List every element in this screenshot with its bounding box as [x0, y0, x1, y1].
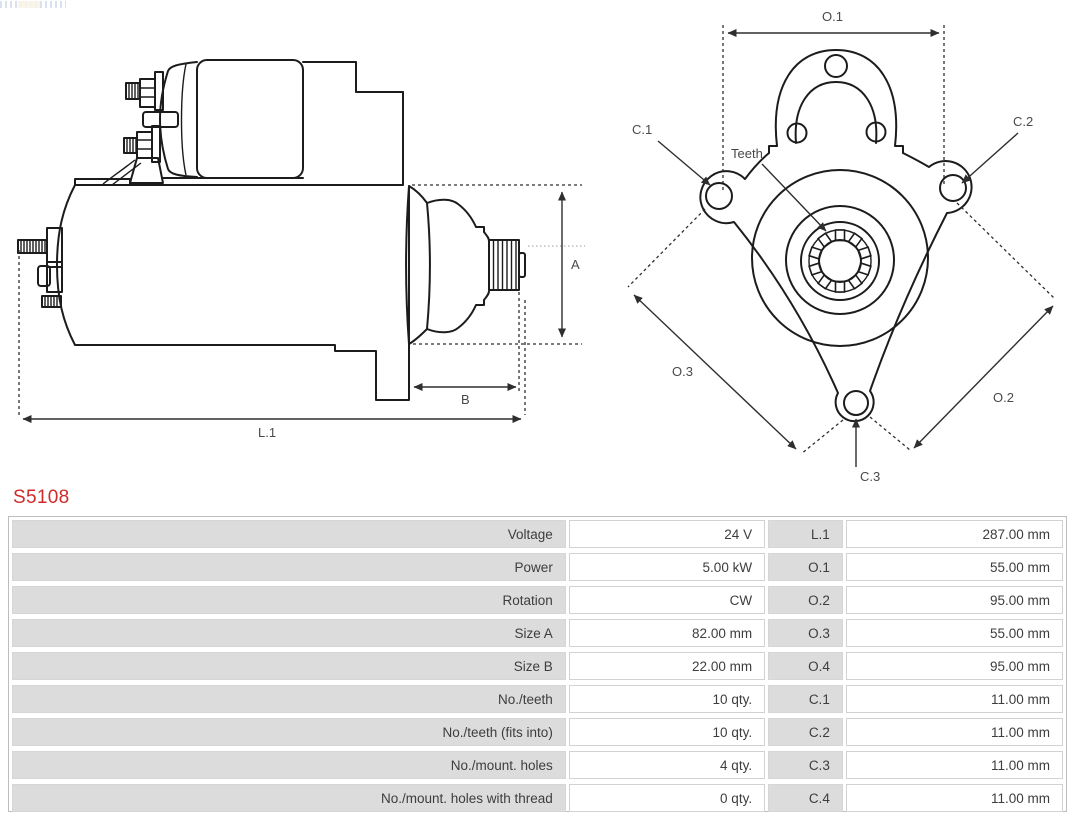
spec-value: 24 V [569, 520, 765, 548]
dim-label-c1: C.1 [632, 122, 653, 137]
dim-label: O.3 [768, 619, 843, 647]
hole-c2 [940, 175, 966, 201]
spec-value: 5.00 kW [569, 553, 765, 581]
table-row [12, 751, 1063, 779]
spec-label: Rotation [12, 586, 566, 614]
dim-label-o1: O.1 [822, 9, 843, 24]
dim-label-o2: O.2 [993, 390, 1014, 405]
dim-label-c3: C.3 [860, 469, 881, 484]
spec-label: No./mount. holes [12, 751, 566, 779]
dim-value: 55.00 mm [846, 553, 1063, 581]
dim-value: 95.00 mm [846, 652, 1063, 680]
table-row [12, 586, 1063, 614]
spec-value: CW [569, 586, 765, 614]
spec-value: 10 qty. [569, 685, 765, 713]
dim-label: C.3 [768, 751, 843, 779]
dim-value: 55.00 mm [846, 619, 1063, 647]
table-row [12, 718, 1063, 746]
spec-value: 10 qty. [569, 718, 765, 746]
solenoid-body [197, 60, 303, 178]
table-row [12, 520, 1063, 548]
dim-label: O.1 [768, 553, 843, 581]
dim-value: 11.00 mm [846, 718, 1063, 746]
dim-label: C.2 [768, 718, 843, 746]
table-row [12, 784, 1063, 812]
dim-label-l1: L.1 [258, 425, 277, 440]
spec-value: 82.00 mm [569, 619, 765, 647]
side-view [18, 60, 585, 440]
spec-label: Voltage [12, 520, 566, 548]
table-row [12, 652, 1063, 680]
dim-label: O.4 [768, 652, 843, 680]
top-hole [825, 55, 847, 77]
dim-value: 11.00 mm [846, 685, 1063, 713]
spec-label: No./mount. holes with thread [12, 784, 566, 812]
dim-label: C.1 [768, 685, 843, 713]
dim-label-a: A [571, 257, 580, 272]
dim-label: C.4 [768, 784, 843, 812]
dim-label: O.2 [768, 586, 843, 614]
dim-label: L.1 [768, 520, 843, 548]
spec-label: Power [12, 553, 566, 581]
spec-value: 4 qty. [569, 751, 765, 779]
spline-gear [809, 230, 871, 292]
spec-label: No./teeth [12, 685, 566, 713]
teeth-label: Teeth [731, 146, 763, 161]
part-number: S5108 [13, 487, 70, 508]
dim-label-c2: C.2 [1013, 114, 1034, 129]
table-row [12, 685, 1063, 713]
table-row [12, 619, 1063, 647]
front-view [628, 9, 1055, 484]
dim-value: 95.00 mm [846, 586, 1063, 614]
dim-value: 11.00 mm [846, 784, 1063, 812]
spec-value: 22.00 mm [569, 652, 765, 680]
spec-label: Size A [12, 619, 566, 647]
spec-label: Size B [12, 652, 566, 680]
dim-value: 11.00 mm [846, 751, 1063, 779]
dim-value: 287.00 mm [846, 520, 1063, 548]
hole-c1 [706, 183, 732, 209]
hole-c3 [844, 391, 868, 415]
spec-table [8, 516, 1067, 812]
spec-label: No./teeth (fits into) [12, 718, 566, 746]
spec-value: 0 qty. [569, 784, 765, 812]
dim-label-b: B [461, 392, 470, 407]
dim-label-o3: O.3 [672, 364, 693, 379]
table-row [12, 553, 1063, 581]
